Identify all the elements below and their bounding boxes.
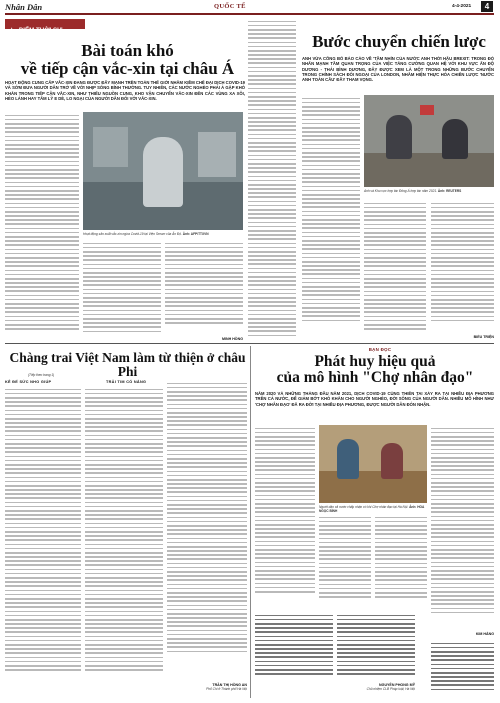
section-tab	[5, 19, 85, 34]
summit-person	[386, 115, 412, 159]
opinion-byline-place: Chủ nhiệm CLB Pháp luật, Hà Nội	[366, 687, 415, 691]
opinion-bold-column-2	[337, 612, 415, 682]
article2-column-1	[302, 95, 360, 340]
column-divider	[250, 346, 251, 698]
article2-byline: BIỂU TRIỆN	[473, 335, 494, 339]
article3-headline: Chàng trai Việt Nam làm từ thiện ở châu Phi	[9, 350, 246, 380]
article-column-3	[165, 240, 243, 335]
page-number: 4	[481, 1, 493, 12]
article3-column-2	[85, 386, 163, 698]
article-byline: MINH HỒNG	[222, 337, 243, 341]
article3-column-1	[5, 386, 81, 698]
market-caption: Người dân cả nước chấp nhận có khi Chợ nhân đạo tại Hà Nội. Ảnh: HOA NGỌC BÌNH	[319, 505, 425, 513]
opinion-byline	[337, 683, 415, 691]
opinion-byline-name: NGUYỄN PHONG MỸ	[379, 683, 415, 687]
market-person	[381, 443, 403, 479]
summit-photo	[364, 95, 494, 187]
article3-mid-label: TRẢI TIM CÓ NẮNG	[106, 380, 147, 384]
opinion-headline	[255, 354, 495, 387]
article2-headline: Bước chuyển chiến lược	[312, 32, 486, 51]
opinion-headline-line-2: của mô hình "Chợ nhân đạo"	[276, 369, 474, 387]
vaccine-lab-photo	[83, 112, 243, 230]
article3-column-3	[167, 380, 247, 680]
article3-subhead: KẺ ĐẾ SỨC NHO GIÚP	[5, 380, 52, 384]
section-divider	[5, 343, 494, 344]
article-lead: HOẠT ĐỘNG CUNG CẤP VẮC-XIN ĐANG ĐƯỢC ĐẨY MẠNH TRÊN TOÀN THẾ GIỚI NHẰM KIỀM CHẾ ĐẠI DỊCH COVID-19 VÀ SỚM ĐƯA NGƯỜI DÂN TRỞ VỀ VỚI NHỊP SỐNG BÌNH THƯỜNG. TUY NHIÊN, CÁC NƯỚC NGHÈO PHẢI Ả GẶP KHÓ KHĂN TRONG TIẾP CẬN VẮC-XIN, NHƯ THIẾU NGUỒN CUNG, KHO VẬN CHUYỂN VẮC-XIN ĐẾN CÁC VÙNG XA XÔI, HẺO LÁNH HAY TÂM LÝ E DÈ, LO NGẠI CỦA NGƯỜI DÂN ĐỐI VỚI VẮC-XIN.	[5, 80, 245, 101]
section-title: QUỐC TẾ	[214, 3, 246, 10]
headline-line-2: về tiếp cận vắc-xin tại châu Á	[20, 58, 235, 78]
masthead-rule	[5, 13, 494, 15]
sidebar-bold-block	[431, 640, 494, 695]
article-headline	[5, 42, 250, 78]
article3-byline-place: Phố Chi ở Thành phố Hà Nội	[206, 687, 247, 691]
opinion-lead: NĂM 2020 VÀ NHỮNG THÁNG ĐẦU NĂM 2021, DỊCH COVID-19 CÙNG THIÊN TAI XẢY RA TẠI NHIỀU ĐỊA PHƯƠNG TRÊN CẢ NƯỚC, ĐỂ GIẢM BỚT KHÓ KHĂN CHO NGƯỜI NGHÈO, ĐỜI SỐNG CỦA NGƯỜI DÂN. NHIỀU MÔ HÌNH NHƯ 'CHỢ NHÂN ĐẠO' ĐÃ RA ĐỜI TẠI NHIỀU ĐỊA PHƯƠNG, ĐƯỢC NGƯỜI DÂN ĐÓN NHẬN.	[255, 391, 494, 407]
article2-column-2	[364, 200, 426, 340]
summit-desk	[364, 153, 494, 187]
market-photo	[319, 425, 427, 503]
reader-section-label: BẠN ĐỌC	[368, 347, 392, 352]
article3-byline-name: TRẦN THỊ HỒNG AN	[212, 683, 247, 687]
lab-equipment	[198, 132, 236, 177]
star-icon: ★	[9, 28, 15, 34]
section-tab-label: ĐIỂM THỜI SỰ	[18, 27, 63, 34]
masthead-logo: Nhân Dân	[5, 2, 43, 12]
flag	[420, 105, 434, 115]
opinion-sidebar-column	[431, 425, 494, 630]
sidebar-byline: KIM HẰNG	[475, 632, 494, 636]
opinion-bold-column-1	[255, 612, 333, 682]
summit-person	[442, 119, 468, 159]
summit-caption: Anh và Khu vực hợp tác Đông Á hợp tác năm 2021. Ảnh: REUTERS	[364, 189, 462, 193]
lab-worker	[143, 137, 183, 207]
market-person	[337, 439, 359, 479]
article2-column-3	[431, 200, 494, 332]
opinion-column-3	[375, 514, 427, 609]
photo-caption: Hoạt động sản xuất vắc-xin ngừa Covid-19 tại Viện Serum của Ấn Độ. Ảnh: AFP/TTXVN	[83, 232, 209, 236]
headline-line-1: Bài toán khó	[81, 41, 174, 60]
opinion-column-1	[255, 425, 315, 608]
article3-byline	[167, 683, 247, 691]
issue-date: 4-4-2021	[452, 4, 472, 9]
lab-equipment	[93, 127, 128, 167]
article3-kicker: (Tiếp theo trang 1)	[28, 373, 55, 377]
article-column-1	[5, 112, 79, 345]
opinion-column-2	[319, 514, 371, 609]
masthead	[0, 0, 500, 14]
article-column-4	[248, 18, 296, 340]
article-column-2	[83, 240, 161, 342]
opinion-headline-line-1: Phát huy hiệu quả	[314, 353, 436, 370]
article2-lead: ANH VỪA CÔNG BỐ BÁO CÁO VỀ 'TẦM NHÌN CỦA NƯỚC ANH THỜI HẬU BREXIT: TRONG ĐÓ NHẤN MẠNH TẦM QUAN TRỌNG CỦA VIỆC TĂNG CƯỜNG QUAN HỆ VỚI KHU VỰC ẤN ĐỘ DƯƠNG - THÁI BÌNH DƯƠNG, ĐÂY ĐƯỢC XEM LÀ MỘT TRONG NHỮNG BƯỚC CHUYỂN TRONG CHÍNH SÁCH ĐỐI NGOẠI CỦA LONDON, NHẰM HIỆN THỰC HÓA CHIẾN LƯỢC 'NƯỚC ANH TOÀN CẦU' ĐẦY THAM VỌNG.	[302, 56, 494, 83]
market-stall	[319, 471, 427, 503]
